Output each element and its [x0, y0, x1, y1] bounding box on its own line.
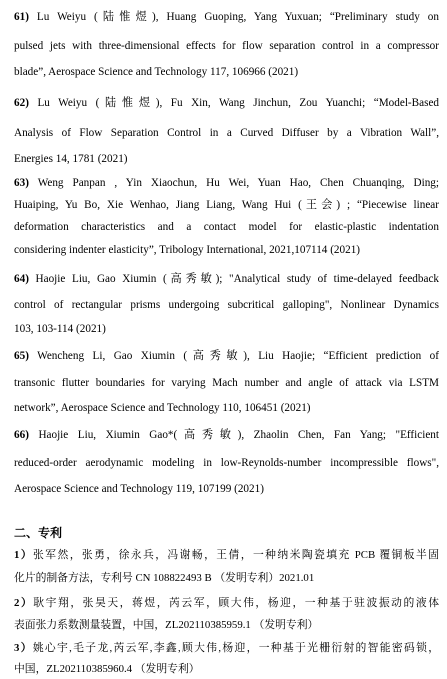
reference-text: Huaiping, Yu Bo, Xie Wenhao, Jiang Liang, Wang Hui (王会) ; “Piecewise linear — [14, 199, 439, 211]
reference-61-line-2 — [14, 39, 439, 53]
reference-text: Lu Weiyu (陆惟煜), Fu Xin, Wang Jinchun, Zou Yuanchi; “Model-Based — [37, 97, 439, 109]
patent-2-line-1 — [14, 596, 439, 610]
reference-63-line-4 — [14, 243, 439, 257]
reference-64-line-1 — [14, 272, 439, 286]
patent-3-line-2 — [14, 662, 439, 676]
reference-text: Haojie Liu, Gao Xiumin (高秀敏); "Analytical study of time-delayed feedback — [35, 273, 439, 285]
reference-text: network”, Aerospace Science and Technology 110, 106451 (2021) — [14, 402, 311, 414]
reference-65-line-2 — [14, 376, 439, 390]
reference-64-line-3 — [14, 322, 439, 336]
reference-text: Haojie Liu, Xiumin Gao*(高秀敏), Zhaolin Chen, Fan Yang; "Efficient — [38, 429, 439, 441]
reference-text: Energies 14, 1781 (2021) — [14, 153, 128, 165]
reference-63-line-2 — [14, 198, 439, 212]
reference-number: 63) — [14, 177, 29, 189]
patent-text: 化片的制备方法，专利号 CN 108822493 B （发明专利）2021.01 — [14, 572, 315, 584]
reference-number: 65) — [14, 350, 29, 362]
reference-text: pulsed jets with three-dimensional effects for flow separation control in a compressor — [14, 40, 439, 52]
reference-63-line-3 — [14, 220, 439, 234]
section-heading-patents: 二、专利 — [14, 526, 63, 540]
patent-text: 耿宇翔，张昊天，蒋煜，芮云军，顾大伟，杨迎，一种基于驻波振动的液体 — [33, 597, 439, 609]
reference-text: Aerospace Science and Technology 119, 107199 (2021) — [14, 483, 264, 495]
reference-text: Analysis of Flow Separation Control in a Curved Diffuser by a Vibration Wall”, — [14, 127, 439, 139]
reference-65-line-3 — [14, 401, 439, 415]
reference-63-line-1 — [14, 176, 439, 190]
patent-1-line-2 — [14, 571, 439, 585]
patent-number: 1） — [14, 549, 34, 561]
reference-text: transonic flutter boundaries for varying Mach number and angle of attack via LSTM — [14, 377, 439, 389]
reference-text: 103, 103-114 (2021) — [14, 323, 106, 335]
reference-number: 64) — [14, 273, 29, 285]
reference-66-line-1 — [14, 428, 439, 442]
reference-text: control of rectangular prisms undergoing subcritical galloping", Nonlinear Dynamics — [14, 299, 439, 311]
patent-number: 2） — [14, 597, 34, 609]
patent-text: 表面张力系数测量装置，中国，ZL202110385959.1 （发明专利） — [14, 619, 319, 631]
reference-61-line-1 — [14, 10, 439, 24]
reference-text: Wencheng Li, Gao Xiumin (高秀敏), Liu Haojie; “Efficient prediction of — [37, 350, 439, 362]
reference-number: 61) — [14, 11, 29, 23]
reference-64-line-2 — [14, 298, 439, 312]
reference-65-line-1 — [14, 349, 439, 363]
reference-text: deformation characteristics and a contact model for elastic-plastic indentation — [14, 221, 439, 233]
patent-text: 张军然，张勇，徐永兵，冯谢畅，王倩，一种纳米陶瓷填充 PCB 覆铜板半固 — [33, 549, 439, 561]
reference-text: considering indenter elasticity”, Tribology International, 2021,107114 (2021) — [14, 244, 361, 256]
reference-66-line-2 — [14, 456, 439, 470]
reference-62-line-3 — [14, 152, 439, 166]
patent-number: 3） — [14, 642, 33, 654]
patent-text: 中国，ZL202110385960.4 （发明专利） — [14, 663, 200, 675]
reference-text: Lu Weiyu (陆惟煜), Huang Guoping, Yang Yuxuan; “Preliminary study on — [36, 11, 439, 23]
reference-66-line-3 — [14, 482, 439, 496]
patent-1-line-1 — [14, 548, 439, 562]
patent-text: 姚心宇,毛子龙,芮云军,李鑫,顾大伟,杨迎，一种基于光栅衍射的智能密码锁， — [32, 642, 439, 654]
reference-text: reduced-order aerodynamic modeling in low-Reynolds-number incompressible flows", — [14, 457, 439, 469]
reference-61-line-3 — [14, 65, 439, 79]
patent-2-line-2 — [14, 618, 439, 632]
reference-62-line-2 — [14, 126, 439, 140]
reference-number: 62) — [14, 97, 29, 109]
reference-number: 66) — [14, 429, 29, 441]
patent-3-line-1 — [14, 641, 439, 655]
reference-text: blade”, Aerospace Science and Technology 117, 106966 (2021) — [14, 66, 299, 78]
reference-62-line-1 — [14, 96, 439, 110]
reference-text: Weng Panpan , Yin Xiaochun, Hu Wei, Yuan Hao, Chen Chuanqing, Ding; — [37, 177, 439, 189]
